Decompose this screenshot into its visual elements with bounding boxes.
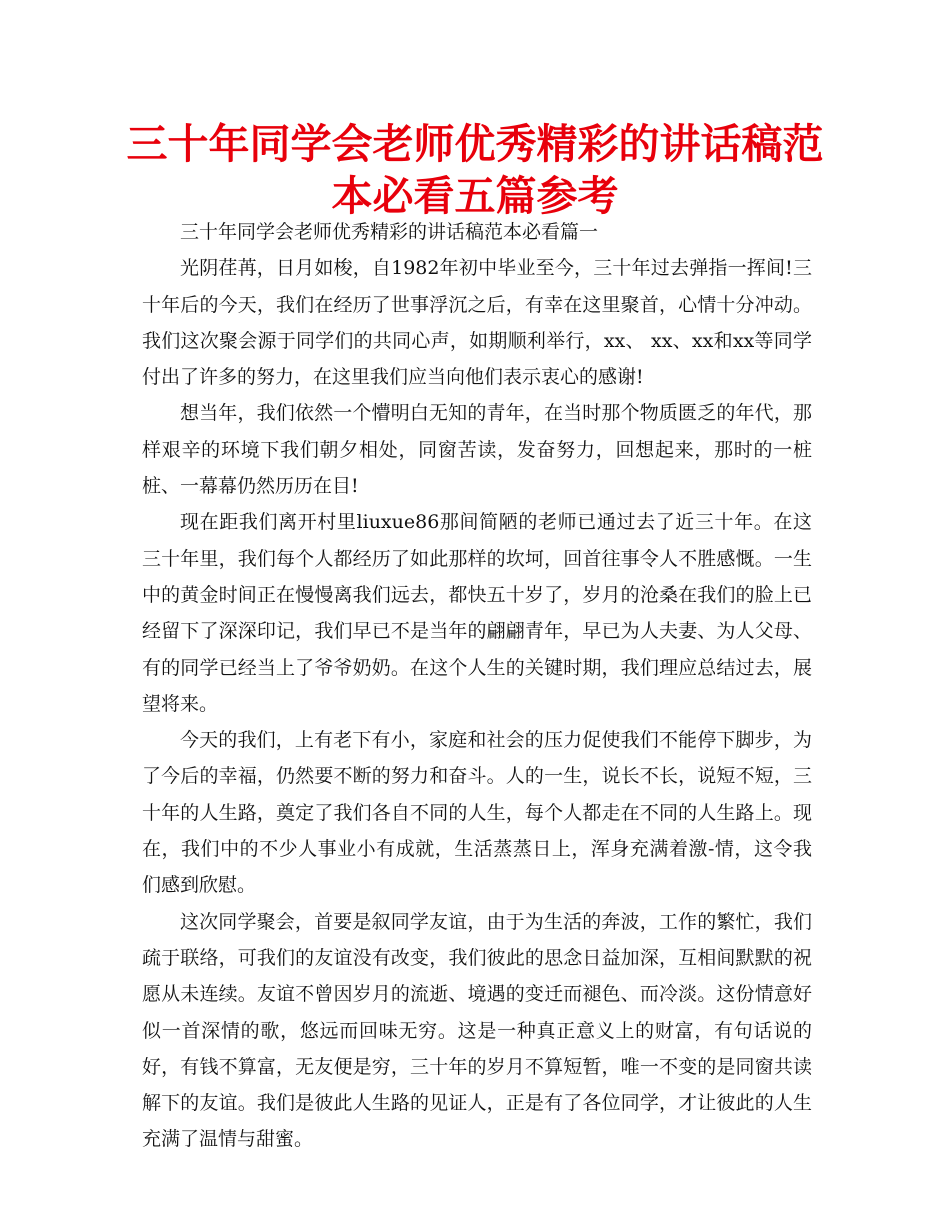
paragraph: 光阴荏苒，日月如梭，自1982年初中毕业至今，三十年过去弹指一挥间!三十年后的今天，我们在经历了世事浮沉之后，有幸在这里聚首，心情十分冲动。我们这次聚会源于同学们的共同心声，如期顺利举行，xx、 xx、xx和xx等同学付出了许多的努力，在这里我们应当向他们表示衷心的感谢! <box>142 257 812 389</box>
paragraph: 这次同学聚会，首要是叙同学友谊，由于为生活的奔波，工作的繁忙，我们疏于联络，可我们的友谊没有改变，我们彼此的思念日益加深，互相间默默的祝愿从未连续。友谊不曾因岁月的流逝、境遇的变迁而褪色、而冷淡。这份情意好似一首深情的歌，悠远而回味无穷。这是一种真正意义上的财富，有句话说的好，有钱不算富，无友便是穷，三十年的岁月不算短暂，唯一不变的是同窗共读解下的友谊。我们是彼此人生路的见证人，正是有了各位同学，才让彼此的人生充满了温情与甜蜜。 <box>142 910 812 1151</box>
paragraph: 今天的我们，上有老下有小，家庭和社会的压力促使我们不能停下脚步，为了今后的幸福，仍然要不断的努力和奋斗。人的一生，说长不长，说短不短，三十年的人生路，奠定了我们各自不同的人生，每个人都走在不同的人生路上。现在，我们中的不少人事业小有成就，生活蒸蒸日上，浑身充满着激-情，这令我们感到欣慰。 <box>142 729 812 897</box>
paragraph: 想当年，我们依然一个懵明白无知的青年，在当时那个物质匮乏的年代，那样艰辛的环境下我们朝夕相处，同窗苦读，发奋努力，回想起来，那时的一桩桩、一幕幕仍然历历在目! <box>142 402 812 498</box>
document-title: 三十年同学会老师优秀精彩的讲话稿范本必看五篇参考 <box>126 120 824 220</box>
paragraph: 现在距我们离开村里liuxue86那间简陋的老师已通过去了近三十年。在这三十年里，我们每个人都经历了如此那样的坎坷，回首往事令人不胜感慨。一生中的黄金时间正在慢慢离我们远去，都快五十岁了，岁月的沧桑在我们的脸上已经留下了深深印记，我们早已不是当年的翩翩青年，早已为人夫妻、为人父母、有的同学已经当上了爷爷奶奶。在这个人生的关键时期，我们理应总结过去，展望将来。 <box>142 511 812 715</box>
document-body <box>142 214 812 1158</box>
section-heading: 三十年同学会老师优秀精彩的讲话稿范本必看篇一 <box>180 221 599 243</box>
